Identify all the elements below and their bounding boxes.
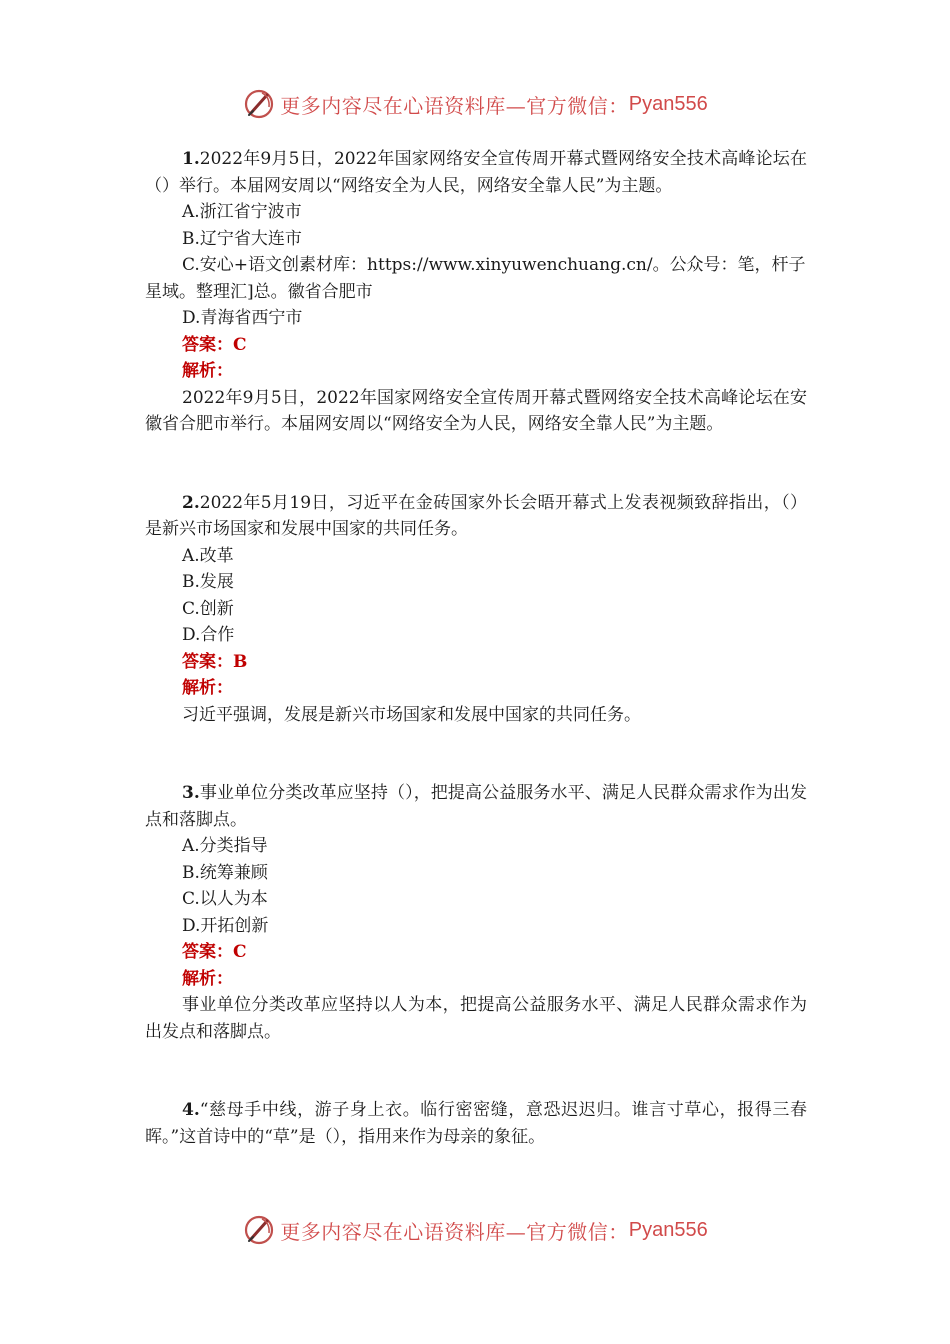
analysis-text: 2022年9月5日，2022年国家网络安全宣传周开幕式暨网络安全技术高峰论坛在安徽省合肥市举行。本届网安周以“网络安全为人民，网络安全靠人民”为主题。 — [145, 387, 807, 434]
question-stem — [145, 1097, 807, 1150]
header-text: 更多内容尽在心语资料库—官方微信： — [280, 93, 629, 118]
question-1 — [145, 146, 807, 438]
question-number: 4. — [182, 1100, 200, 1120]
analysis-text: 习近平强调，发展是新兴市场国家和发展中国家的共同任务。 — [182, 704, 641, 725]
option-d: D.青海省西宁市 — [182, 308, 303, 328]
analysis-text: 事业单位分类改革应坚持以人为本，把提高公益服务水平、满足人民群众需求作为出发点和落脚点。 — [145, 995, 807, 1042]
document-body — [145, 146, 807, 1150]
analysis-label: 解析： — [182, 678, 233, 698]
option-b: B.统筹兼顾 — [182, 862, 268, 883]
option-c: C.创新 — [182, 598, 234, 619]
question-stem — [145, 146, 807, 199]
footer-wechat-id: Pyan556 — [628, 1218, 708, 1241]
option-c: C.以人为本 — [182, 889, 268, 909]
option-a: A.分类指导 — [182, 836, 268, 856]
footer-text: 更多内容尽在心语资料库—官方微信： — [280, 1219, 629, 1244]
option-a: A.浙江省宁波市 — [182, 202, 302, 222]
answer: 答案：C — [182, 942, 247, 962]
question-3 — [145, 780, 807, 1045]
question-number: 3. — [182, 783, 200, 803]
question-text: 2022年5月19日，习近平在金砖国家外长会晤开幕式上发表视频致辞指出，（）是新兴市场国家和发展中国家的共同任务。 — [145, 492, 807, 539]
question-4 — [145, 1097, 807, 1150]
question-text: “慈母手中线，游子身上衣。临行密密缝，意恐迟迟归。谁言寸草心，报得三春晖。”这首诗中的“草”是（），指用来作为母亲的象征。 — [145, 1100, 807, 1147]
option-b: B.发展 — [182, 572, 234, 592]
option-d: D.合作 — [182, 625, 235, 645]
option-d: D.开拓创新 — [182, 915, 269, 936]
answer: 答案：B — [182, 651, 248, 672]
option-b: B.辽宁省大连市 — [182, 228, 302, 249]
question-number: 1. — [182, 149, 200, 169]
header-banner — [0, 84, 950, 124]
header-wechat-id: Pyan556 — [628, 92, 708, 115]
option-c: C.安心+语文创素材库：https://www.xinyuwenchuang.cn/。公众号：笔，杆子星域。整理汇]总。徽省合肥市 — [145, 255, 806, 302]
question-stem — [145, 780, 807, 833]
footer-banner — [0, 1210, 950, 1250]
question-stem — [145, 490, 807, 543]
question-text: 2022年9月5日，2022年国家网络安全宣传周开幕式暨网络安全技术高峰论坛在（）举行。本届网安周以“网络安全为人民，网络安全靠人民”为主题。 — [145, 149, 807, 196]
question-number: 2. — [182, 492, 200, 513]
question-2 — [145, 490, 807, 729]
analysis-label: 解析： — [182, 968, 233, 989]
pen-logo-icon — [242, 87, 276, 121]
option-a: A.改革 — [182, 545, 234, 566]
analysis-label: 解析： — [182, 361, 233, 381]
answer: 答案：C — [182, 334, 247, 355]
question-text: 事业单位分类改革应坚持（），把提高公益服务水平、满足人民群众需求作为出发点和落脚点。 — [145, 783, 807, 830]
pen-logo-icon — [242, 1213, 276, 1247]
